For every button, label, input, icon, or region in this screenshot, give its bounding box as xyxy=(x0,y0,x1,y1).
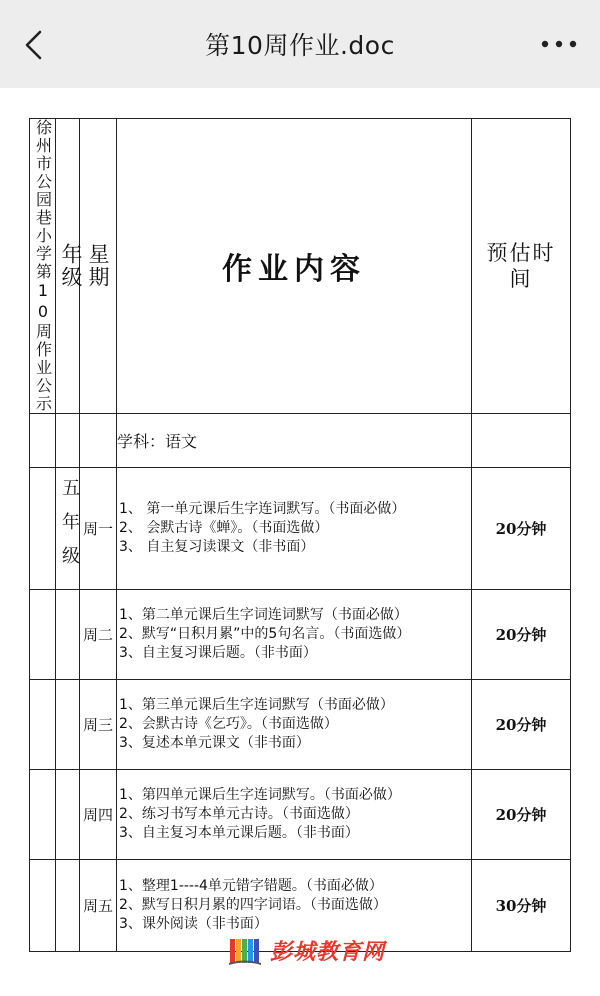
task-item: 1、第三单元课后生字连词默写（书面必做） xyxy=(119,697,394,713)
tasks-cell xyxy=(117,680,472,770)
time-cell: 20分钟 xyxy=(472,770,571,860)
time-column-header: 预估时间 xyxy=(486,241,556,291)
top-bar xyxy=(0,0,600,88)
task-item: 3、自主复习本单元课后题。（非书面） xyxy=(119,825,359,841)
day-cell: 周一 xyxy=(80,468,117,590)
chevron-left-icon[interactable] xyxy=(22,30,46,60)
task-item: 2、默写“日积月累”中的5句名言。（书面选做） xyxy=(119,626,411,642)
day-header-cell xyxy=(80,119,117,414)
school-header: 徐州市公园巷小学第10周作业公示 xyxy=(33,119,53,413)
day-column-header: 星期 xyxy=(86,243,110,289)
day-cell: 周二 xyxy=(80,590,117,680)
table-row xyxy=(30,680,571,770)
day-cell: 周四 xyxy=(80,770,117,860)
task-item: 1、第四单元课后生字连词默写。（书面必做） xyxy=(119,787,401,803)
task-item: 1、第二单元课后生字词连词默写（书面必做） xyxy=(119,607,408,623)
grade-cell xyxy=(56,468,80,590)
watermark xyxy=(228,935,385,966)
time-header-cell xyxy=(472,119,571,414)
task-item: 3、复述本单元课文（非书面） xyxy=(119,735,310,751)
task-item: 2、会默古诗《乞巧》。（书面选做） xyxy=(119,716,338,732)
tasks-cell xyxy=(117,468,472,590)
task-item: 2、默写日积月累的四字词语。（书面选做） xyxy=(119,897,387,913)
book-logo-icon xyxy=(228,936,262,966)
tasks-cell xyxy=(117,590,472,680)
watermark-text: 彭城教育网 xyxy=(270,940,386,965)
task-item: 1、整理1----4单元错字错题。（书面必做） xyxy=(119,878,383,894)
subject-label: 学科：语文 xyxy=(117,414,472,468)
task-item: 1、 第一单元课后生字连词默写。（书面必做） xyxy=(119,501,406,517)
table-row xyxy=(30,468,571,590)
time-cell: 20分钟 xyxy=(472,590,571,680)
table-row xyxy=(30,770,571,860)
time-cell: 30分钟 xyxy=(472,860,571,952)
task-item: 2、 会默古诗《蝉》。（书面选做） xyxy=(119,520,329,536)
time-cell: 20分钟 xyxy=(472,468,571,590)
table-row xyxy=(30,590,571,680)
document-viewer[interactable] xyxy=(0,88,600,996)
tasks-cell xyxy=(117,770,472,860)
school-header-cell xyxy=(30,119,56,414)
table-header-row xyxy=(30,119,571,414)
task-item: 3、 自主复习读课文（非书面） xyxy=(119,539,315,555)
homework-table xyxy=(29,118,571,952)
grade-column-header: 年级 xyxy=(59,243,83,289)
content-column-header: 作业内容 xyxy=(117,119,472,414)
subject-row xyxy=(30,414,571,468)
day-cell: 周三 xyxy=(80,680,117,770)
task-item: 3、自主复习课后题。（非书面） xyxy=(119,645,317,661)
task-item: 2、练习书写本单元古诗。（书面选做） xyxy=(119,806,359,822)
task-item: 3、课外阅读（非书面） xyxy=(119,916,268,932)
grade-header-cell xyxy=(56,119,83,414)
document-title: 第10周作业.doc xyxy=(205,31,395,60)
grade-value: 五年级 xyxy=(59,477,80,580)
time-cell: 20分钟 xyxy=(472,680,571,770)
day-cell: 周五 xyxy=(80,860,117,952)
more-horizontal-icon[interactable] xyxy=(540,38,578,50)
